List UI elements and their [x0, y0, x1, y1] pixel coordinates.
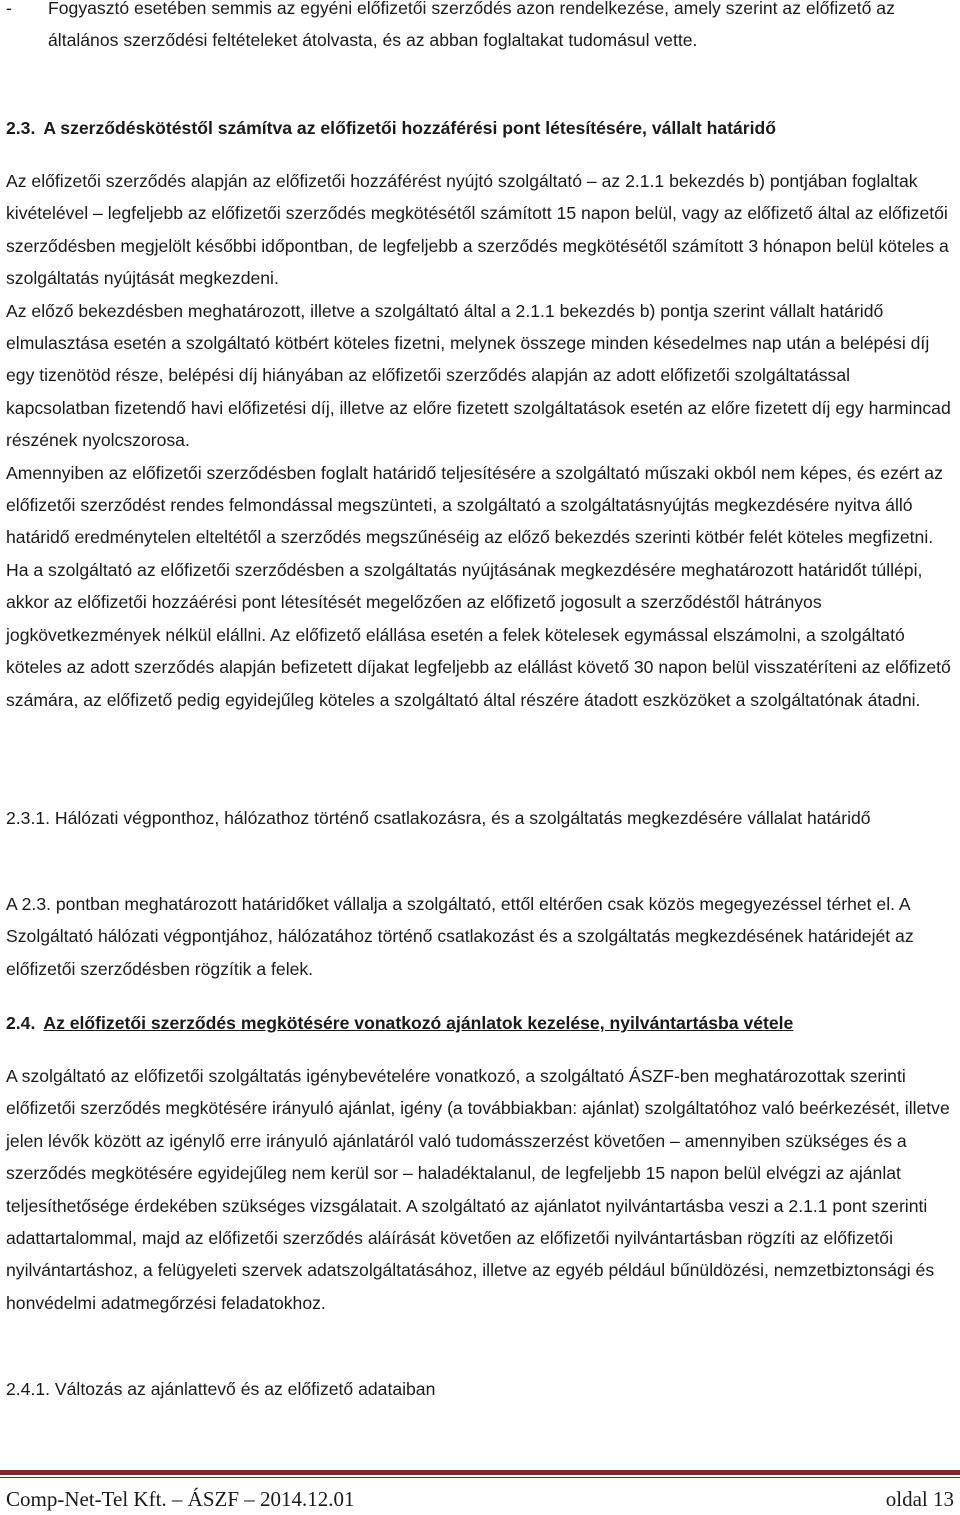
- section-2-3-paragraph-2: Az előző bekezdésben meghatározott, illetve a szolgáltató által a 2.1.1 bekezdés b) pontja szerint vállalt határidő elmulasztása esetén a szolgáltató kötbért köteles fizetni, melynek összege minden késedelmes nap után a belépési díj egy tizenötöd része, belépési díj hiányában az előfizetői szerződés alapján az adott előfizetői szolgáltatással kapcsolatban fizetendő havi előfizetési díj, illetve az előre fizetett szolgáltatások esetén az előre fizetett díj egy harmincad részének nyolcszorosa.: [6, 300, 951, 451]
- section-2-3-paragraph-1: Az előfizetői szerződés alapján az előfizetői hozzáférést nyújtó szolgáltató – az 2.1.1 bekezdés b) pontjában foglaltak kivételével – legfeljebb az előfizetői szerződés megkötésétől számított 15 napon belül, vagy az előfizető által az előfizetői szerződésben megjelölt későbbi időpontban, de legfeljebb a szerződés megkötésétől számított 3 hónapon belül köteles a szolgáltatás nyújtását megkezdeni.: [6, 171, 949, 289]
- section-2-4-paragraph: A szolgáltató az előfizetői szolgáltatás igénybevételére vonatkozó, a szolgáltató ÁSZF-ben meghatározottak szerinti előfizetői szerződés megkötésére irányuló ajánlat, igény (a továbbiakban: ajánlat) szolgáltatóhoz való beérkezését, illetve jelen lévők között az igénylő erre irányuló ajánlatáról való tudomásszerzést követően – amennyiben szükséges és a szerződés megkötésére egyidejűleg nem kerül sor – haladéktalanul, de legfeljebb 15 napon belül elvégzi az ajánlat teljesíthetősége érdekében szükséges vizsgálatait. A szolgáltató az ajánlatot nyilvántartásba veszi a 2.1.1 pont szerinti adattartalommal, majd az előfizetői szerződés aláírását követően az előfizetői nyilvántartásban rögzíti az előfizetői nyilvántartáshoz, a felügyeleti szervek adatszolgáltatásához, illetve az egyéb például bűnüldözési, nemzetbiztonsági és honvédelmi adatmegőrzési feladatokhoz.: [6, 1066, 950, 1313]
- footer-divider-thin: [0, 1477, 960, 1478]
- bullet-text: Fogyasztó esetében semmis az egyéni előfizetői szerződés azon rendelkezése, amely szerint az előfizető az általános szerződési feltételeket átolvasta, és az abban foglaltakat tudomásul vette.: [48, 0, 895, 51]
- section-2-4-number: 2.4.: [6, 1013, 36, 1033]
- section-2-3-title: A szerződéskötéstől számítva az előfizetői hozzáférési pont létesítésére, vállalt határidő: [43, 118, 777, 138]
- footer-page-number: oldal 13: [885, 1487, 954, 1511]
- section-2-4-heading: [6, 1007, 954, 1039]
- section-2-3-1-paragraph: A 2.3. pontban meghatározott határidőket vállalja a szolgáltató, ettől eltérően csak közös megegyezéssel térhet el. A Szolgáltató hálózati végpontjához, hálózatához történő csatlakozást és a szolgáltatás megkezdésének határidejét az előfizetői szerződésben rögzítik a felek.: [6, 894, 914, 979]
- bullet-item: [6, 0, 954, 57]
- section-2-4-title: Az előfizetői szerződés megkötésére vonatkozó ajánlatok kezelése, nyilvántartásba vétele: [43, 1013, 794, 1033]
- page-footer: [6, 1484, 954, 1514]
- bullet-dash: -: [6, 0, 12, 18]
- footer-left-text: Comp-Net-Tel Kft. – ÁSZF – 2014.12.01: [6, 1487, 355, 1511]
- section-2-3-number: 2.3.: [6, 118, 36, 138]
- section-2-3-paragraph-4: Ha a szolgáltató az előfizetői szerződésben a szolgáltatás nyújtásának megkezdésére meghatározott határidőt túllépi, akkor az előfizetői hozzáérési pont létesítését megelőzően az előfizető jogosult a szerződéstől hátrányos jogkövetkezmények nélkül elállni. Az előfizető elállása esetén a felek kötelesek egymással elszámolni, a szolgáltató köteles az adott szerződés alapján befizetett díjakat legfeljebb az elállást követő 30 napon belül visszatéríteni az előfizető számára, az előfizető pedig egyidejűleg köteles a szolgáltató által részére átadott eszközöket a szolgáltatónak átadni.: [6, 559, 951, 710]
- section-2-3-paragraph-3: Amennyiben az előfizetői szerződésben foglalt határidő teljesítésére a szolgáltató műszaki okból nem képes, és ezért az előfizetői szerződést rendes felmondással megszünteti, a szolgáltató a szolgáltatásnyújtás megkezdésére nyitva álló határidő eredménytelen elteltétől a szerződés megszűnéséig az előző bekezdés szerinti kötbér felét köteles megfizetni.: [6, 462, 943, 548]
- section-2-4-1-heading: 2.4.1. Változás az ajánlattevő és az előfizető adataiban: [6, 1379, 436, 1399]
- section-2-3-1-heading: 2.3.1. Hálózati végponthoz, hálózathoz történő csatlakozásra, és a szolgáltatás megkezdésére vállalat határidő: [6, 808, 871, 828]
- section-2-3-body: [6, 165, 954, 716]
- section-2-3-heading: [6, 112, 954, 144]
- footer-divider-thick: [0, 1470, 960, 1475]
